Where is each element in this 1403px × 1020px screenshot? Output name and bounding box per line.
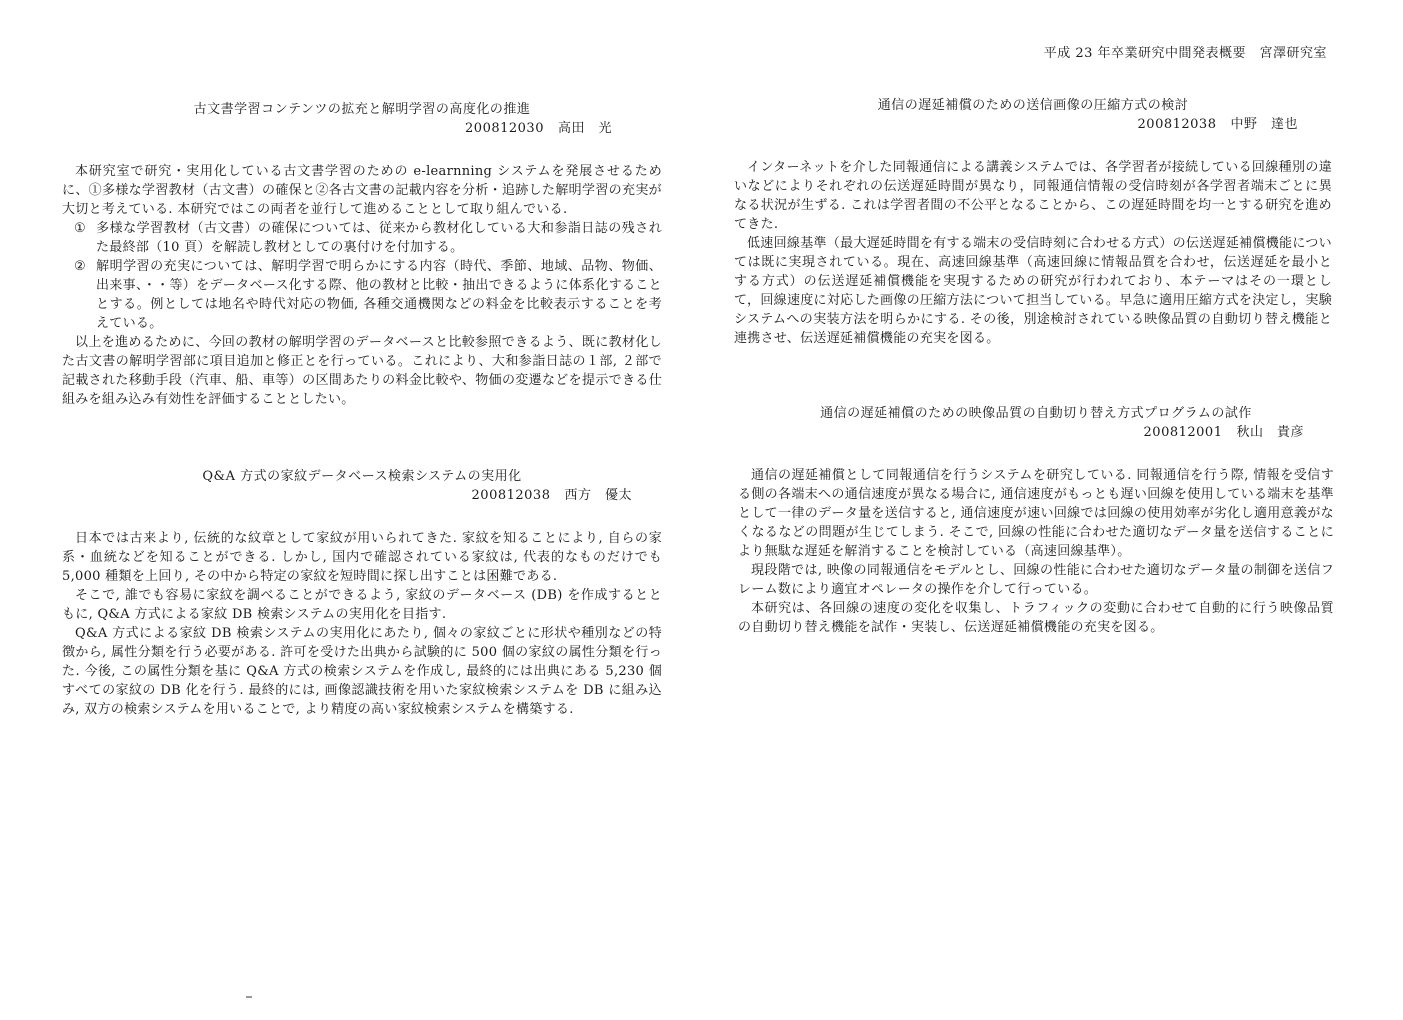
abstract-body [62, 162, 662, 409]
scan-speck [246, 996, 252, 998]
paragraph: Q&A 方式による家紋 DB 検索システムの実用化にあたり, 個々の家紋ごとに形状や種別などの特徴から, 属性分類を行う必要がある. 許可を受けた出典から試験的に 500 個の家紋の属性分類を行った. 今後, この属性分類を基に Q&A 方式の検索システムを作成し, 最終的には出典にある 5,230 個すべての家紋の DB 化を行う. 最終的には, 画像認識技術を用いた家紋検索システムを DB に組み込み, 双方の検索システムを用いることで, より精度の高い家紋検索システムを構築する. [62, 626, 662, 717]
abstract-image-compression [734, 96, 1332, 348]
abstract-title: 通信の遅延補償のための送信画像の圧縮方式の検討 [877, 98, 1189, 113]
paragraph: 本研究室で研究・実用化している古文書学習のための e-learnning システムを発展させるために、①多様な学習教材（古文書）の確保と②各古文書の記載内容を分析・追跡した解明学習の充実が大切と考えている. 本研究ではこの両者を並行して進めることとして取り組んでいる. [62, 164, 662, 217]
abstract-body [734, 158, 1332, 348]
abstract-kobunsho [62, 100, 662, 409]
abstract-body [738, 466, 1334, 637]
abstract-video-quality [738, 404, 1334, 637]
paragraph: そこで, 誰でも容易に家紋を調べることができるよう, 家紋のデータベース (DB) を作成するとともに, Q&A 方式による家紋 DB 検索システムの実用化を目指す. [62, 588, 662, 622]
list-item [62, 257, 662, 333]
paragraph: 通信の遅延補償として同報通信を行うシステムを研究している. 同報通信を行う際, 情報を受信する側の各端末への通信速度が異なる場合に, 通信速度がもっとも遅い回線を使用している端末を基準として一律のデータ量を送信すると, 通信速度が速い回線では回線の使用効率が劣化し適用意義がなくなるなどの問題が生じてしまう. そこで, 回線の性能に合わせた適切なデータ量を送信することにより無駄な遅延を解消することを検討している（高速回線基準）。 [738, 468, 1334, 559]
author-name: 秋山 貴彦 [1236, 425, 1304, 440]
page-header: 平成 23 年卒業研究中間発表概要 宮澤研究室 [1043, 46, 1327, 61]
student-id: 200812030 [465, 121, 544, 136]
item-text: 解明学習の充実については、解明学習で明らかにする内容（時代、季節、地域、品物、物価、出来事、・・等）をデータベース化する際、他の教材と比較・抽出できるように体系化することとする。例としては地名や時代対応の物価, 各種交通機関などの料金を比較表示することを考えている。 [96, 259, 662, 331]
item-number: ① [74, 221, 86, 236]
abstract-author [738, 423, 1334, 442]
abstract-kamon [62, 467, 662, 719]
item-text: 多様な学習教材（古文書）の確保については、従来から教材化している大和参詣日誌の残された最終部（10 頁）を解読し教材としての裏付けを付加する。 [96, 221, 662, 255]
paragraph: 低速回線基準（最大遅延時間を有する端末の受信時刻に合わせる方式）の伝送遅延補償機能については既に実現されている。現在、高速回線基準（高速回線に情報品質を合わせ，伝送遅延を最小とする方式）の伝送遅延補償機能を実現するための研究が行われており、本テーマはその一環として，回線速度に対応した画像の圧縮方法について担当している。早急に適用圧縮方式を決定し，実験システムへの実装方法を明らかにする. その後，別途検討されている映像品質の自動切り替え機能と連携させ、伝送遅延補償機能の充実を図る。 [734, 236, 1332, 346]
abstract-author [62, 119, 662, 138]
author-name: 中野 達也 [1230, 117, 1298, 132]
abstract-title: 通信の遅延補償のための映像品質の自動切り替え方式プログラムの試作 [820, 406, 1252, 421]
paragraph: 本研究は、各回線の速度の変化を収集し、トラフィックの変動に合わせて自動的に行う映像品質の自動切り替え機能を試作・実装し、伝送遅延補償機能の充実を図る。 [738, 601, 1334, 635]
paragraph: インターネットを介した同報通信による講義システムでは、各学習者が接続している回線種別の違いなどによりそれぞれの伝送遅延時間が異なり，同報通信情報の受信時刻が各学習者端末ごとに異なる状況が生ずる. これは学習者間の不公平となることから、この遅延時間を均一とする研究を進めてきた. [734, 160, 1332, 232]
student-id: 200812038 [1137, 117, 1217, 132]
paragraph: 日本では古来より, 伝統的な紋章として家紋が用いられてきた. 家紋を知ることにより, 自らの家系・血統などを知ることができる. しかし, 国内で確認されている家紋は, 代表的なものだけでも 5,000 種類を上回り, その中から特定の家紋を短時間に探し出すことは困難である. [62, 531, 662, 584]
student-id: 200812038 [471, 488, 551, 503]
abstract-body [62, 529, 662, 719]
paragraph: 現段階では, 映像の同報通信をモデルとし、回線の性能に合わせた適切なデータ量の制御を送信フレーム数により適宜オペレータの操作を介して行っている。 [738, 563, 1334, 597]
author-name: 西方 優太 [564, 488, 632, 503]
abstract-title: 古文書学習コンテンツの拡充と解明学習の高度化の推進 [193, 102, 531, 117]
abstract-author [734, 115, 1332, 134]
student-id: 200812001 [1143, 425, 1223, 440]
item-number: ② [74, 259, 86, 274]
numbered-list [62, 219, 662, 333]
paragraph: 以上を進めるために、今回の教材の解明学習のデータベースと比較参照できるよう、既に教材化した古文書の解明学習部に項目追加と修正とを行っている。これにより、大和参詣日誌の１部, ２部で記載された移動手段（汽車、船、車等）の区間あたりの料金比較や、物価の変遷などを提示できる仕組みを組み込み有効性を評価することとしたい。 [62, 335, 662, 407]
abstract-author [62, 486, 662, 505]
author-name: 高田 光 [557, 121, 612, 136]
list-item [62, 219, 662, 257]
abstract-title: Q&A 方式の家紋データベース検索システムの実用化 [202, 469, 522, 484]
